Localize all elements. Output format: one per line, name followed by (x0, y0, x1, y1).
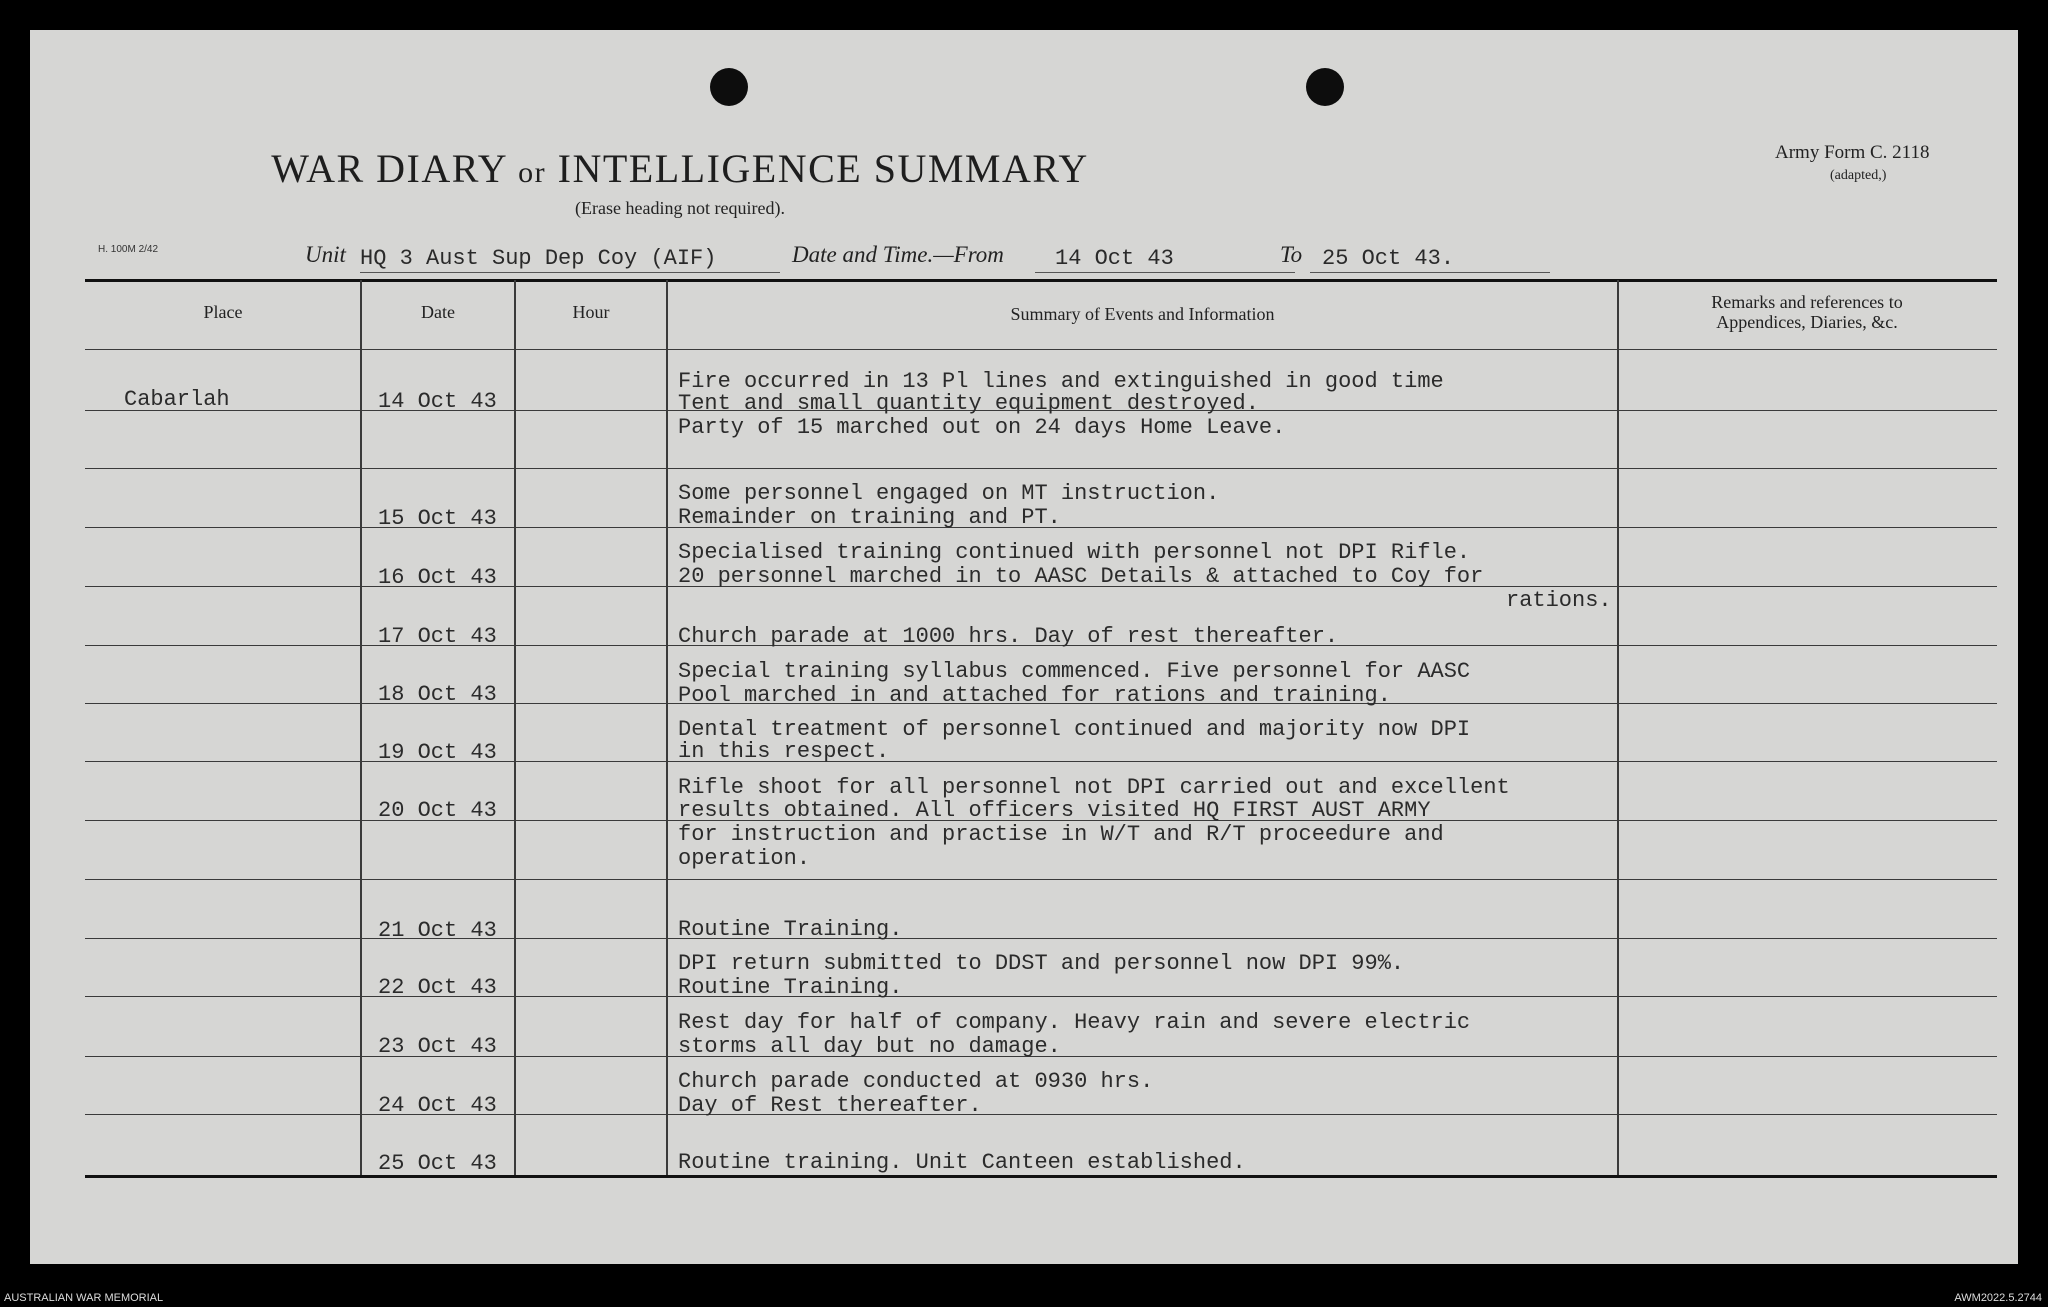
date-cell: 21 Oct 43 (378, 918, 497, 943)
col-divider (360, 280, 362, 1176)
date-cell: 23 Oct 43 (378, 1034, 497, 1059)
to-label: To (1280, 242, 1303, 267)
header-summary: Summary of Events and Information (1010, 304, 1275, 324)
row-rule (85, 761, 1997, 762)
header-remarks-line1: Remarks and references to (1711, 292, 1903, 312)
summary-line: Fire occurred in 13 Pl lines and extinguished in good time (678, 369, 1444, 394)
header-hour: Hour (572, 302, 610, 322)
summary-line: Specialised training continued with personnel not DPI Rifle. (678, 540, 1471, 565)
archive-reference: AWM2022.5.2744 (1954, 1292, 2042, 1304)
unit-value: HQ 3 Aust Sup Dep Coy (AIF) (360, 246, 780, 273)
summary-line: Routine training. Unit Canteen established. (678, 1150, 1246, 1175)
col-divider (1617, 280, 1619, 1176)
row-rule (85, 1114, 1997, 1115)
summary-line: Pool marched in and attached for rations and training. (678, 683, 1391, 708)
summary-line: 20 personnel marched in to AASC Details & attached to Coy for (678, 564, 1484, 589)
date-from-value: 14 Oct 43 (1035, 246, 1295, 273)
date-cell: 22 Oct 43 (378, 975, 497, 1000)
table-bottom-rule (85, 1175, 1997, 1178)
summary-line: results obtained. All officers visited HQ FIRST AUST ARMY (678, 798, 1431, 823)
row-rule (85, 349, 1997, 350)
summary-line: Remainder on training and PT. (678, 505, 1061, 530)
summary-line: rations. (1506, 588, 1612, 613)
summary-line: Rifle shoot for all personnel not DPI carried out and excellent (678, 775, 1510, 800)
summary-line: Tent and small quantity equipment destroyed. (678, 391, 1259, 416)
date-cell: 25 Oct 43 (378, 1151, 497, 1176)
summary-line: Dental treatment of personnel continued and majority now DPI (678, 717, 1471, 742)
summary-line: Some personnel engaged on MT instruction. (678, 481, 1220, 506)
diary-page (30, 30, 2018, 1264)
header-place: Place (203, 302, 243, 322)
summary-line: Church parade conducted at 0930 hrs. (678, 1069, 1154, 1094)
date-to-value: 25 Oct 43. (1310, 246, 1550, 273)
row-rule (85, 879, 1997, 880)
print-code: H. 100M 2/42 (98, 244, 159, 255)
place-cell: Cabarlah (124, 387, 230, 412)
date-cell: 19 Oct 43 (378, 740, 497, 765)
summary-line: Day of Rest thereafter. (678, 1093, 982, 1118)
date-cell: 20 Oct 43 (378, 798, 497, 823)
table-top-rule (85, 279, 1997, 282)
diary-table (30, 30, 2018, 1264)
date-time-label: Date and Time.—From (792, 242, 1004, 267)
summary-line: operation. (678, 846, 811, 871)
summary-line: Routine Training. (678, 975, 903, 1000)
title-war-diary: WAR DIARY (271, 146, 507, 191)
summary-line: Special training syllabus commenced. Five personnel for AASC (678, 659, 1471, 684)
date-cell: 15 Oct 43 (378, 506, 497, 531)
header-date: Date (421, 302, 455, 322)
summary-line: DPI return submitted to DDST and personnel now DPI 99%. (678, 951, 1405, 976)
page-subtitle: (Erase heading not required). (575, 198, 785, 218)
col-divider (666, 280, 668, 1176)
summary-line: storms all day but no damage. (678, 1034, 1061, 1059)
summary-line: Church parade at 1000 hrs. Day of rest thereafter. (678, 624, 1339, 649)
date-cell: 24 Oct 43 (378, 1093, 497, 1118)
row-rule (85, 938, 1997, 939)
date-cell: 14 Oct 43 (378, 389, 497, 414)
date-cell: 16 Oct 43 (378, 565, 497, 590)
row-rule (85, 468, 1997, 469)
date-cell: 18 Oct 43 (378, 682, 497, 707)
summary-line: Routine Training. (678, 917, 903, 942)
summary-line: Rest day for half of company. Heavy rain and severe electric (678, 1010, 1471, 1035)
summary-line: Party of 15 marched out on 24 days Home Leave. (678, 415, 1286, 440)
header-remarks-line2: Appendices, Diaries, &c. (1716, 312, 1898, 332)
archive-credit: AUSTRALIAN WAR MEMORIAL (4, 1292, 164, 1304)
title-intelligence-summary: INTELLIGENCE SUMMARY (557, 146, 1089, 191)
title-or: or (518, 156, 547, 189)
col-divider (514, 280, 516, 1176)
form-adapted: (adapted,) (1830, 168, 1887, 183)
summary-line: for instruction and practise in W/T and R/T proceedure and (678, 822, 1444, 847)
form-number: Army Form C. 2118 (1775, 142, 1930, 163)
date-cell: 17 Oct 43 (378, 624, 497, 649)
unit-label: Unit (305, 242, 346, 267)
row-rule (85, 996, 1997, 997)
summary-line: in this respect. (678, 739, 890, 764)
